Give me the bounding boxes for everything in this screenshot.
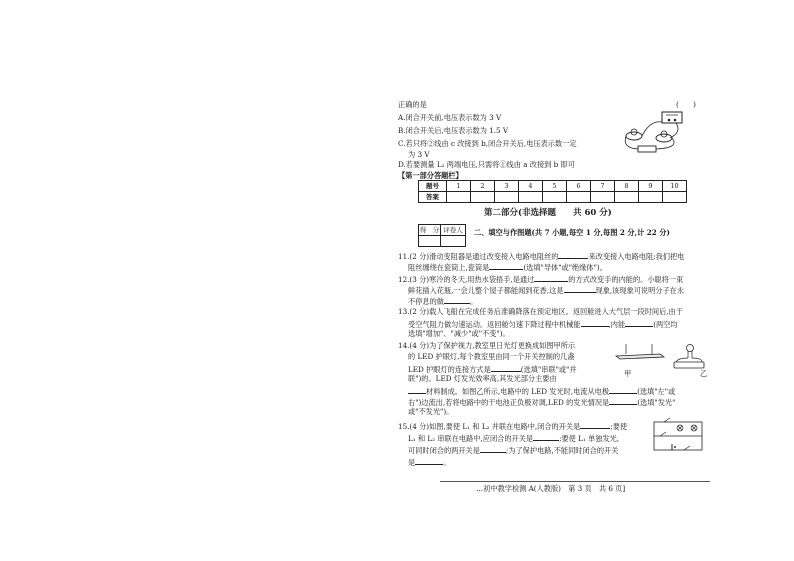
q15-text: ;为了保护电路,不能同时闭合的开关 (505, 446, 619, 455)
q14-line2: 的 LED 护眼灯,每个教室里由同一个开关控制的几盏 (408, 352, 575, 361)
switch-circuit-figure (650, 418, 706, 454)
q11-text: 阻丝缠绕在瓷筒上,瓷筒是 (408, 263, 490, 272)
option-b: B.闭合开关后,电压表示数为 1.5 V (398, 126, 509, 135)
answer-col-number: 10 (663, 181, 687, 192)
q12-text: 。 (469, 297, 478, 306)
answer-table-header-answer: 答案 (419, 192, 447, 203)
q11-text: 来改变接入电路电阻;我们把电 (588, 252, 685, 261)
q15-blank-1[interactable] (580, 420, 610, 429)
q12-blank-1[interactable] (534, 273, 568, 282)
answer-cell[interactable] (639, 192, 663, 203)
q-prev-bracket: ( ) (676, 100, 696, 109)
voltmeter-circuit-figure (620, 108, 696, 154)
section-heading: 二、填空与作图题(共 7 小题,每空 1 分,每图 2 分,计 22 分) (474, 228, 670, 237)
q12-line3 (408, 295, 477, 307)
fig-a-label: 甲 (624, 369, 632, 378)
answer-col-number: 4 (519, 181, 543, 192)
q13-line1: 13.(2 分)载人飞船在完成任务后准确降落在预定地区。返回舱进入大气层一段时间后,由于 (398, 307, 683, 316)
answer-cell[interactable] (519, 192, 543, 203)
led-lamp-figure (612, 342, 668, 370)
option-d: D.若要测量 L₂ 两端电压,只需将①线由 a 改接到 b 即可 (398, 160, 575, 169)
grader-label: 评卷人 (441, 225, 466, 236)
q15-line3 (408, 444, 618, 456)
q15-text: 是 (408, 458, 416, 467)
q14-text: (选填"串联"或"并 (520, 365, 577, 374)
answer-col-number: 2 (471, 181, 495, 192)
q14-text: 材料制成。如图乙所示,电路中的 LED 发光时,电流从电极 (426, 387, 610, 396)
q15-text: 15.(4 分)如图,要使 L₁ 和 L₂ 并联在电路中,闭合的开关是 (398, 422, 581, 431)
score-table (418, 224, 466, 247)
q12-text: 不停息的做 (408, 297, 444, 306)
answer-cell[interactable] (591, 192, 615, 203)
led-circuit-figure (668, 342, 716, 372)
q14-blank-2[interactable] (408, 385, 426, 394)
q11-blank-1[interactable] (558, 250, 588, 259)
q13-blank-2[interactable] (625, 318, 653, 327)
q14-line1: 14.(4 分)为了保护视力,教室里日光灯更换成如图甲所示 (398, 341, 576, 350)
answer-cell[interactable] (543, 192, 567, 203)
q14-line4: 联")的。LED 灯发光效率高,其发光部分主要由 (408, 374, 557, 383)
grader-cell[interactable] (441, 236, 466, 247)
answer-col-number: 9 (639, 181, 663, 192)
q12-text: 的方式改变手的内能的。小聪将一束 (568, 275, 684, 284)
page-footer: …初中教学检测 A(人教版) 第 3 页 共 6 页] (476, 484, 626, 493)
answer-cell[interactable] (495, 192, 519, 203)
q11-blank-2[interactable] (489, 261, 523, 270)
option-c-line2: 为 3 V (408, 150, 430, 159)
q14-text: 右")边流出,若将电路中的干电池正负极对调,LED 的发光情况是 (408, 398, 610, 407)
q11-text: (选填"导体"或"绝缘体")。 (523, 263, 607, 272)
q12-text: 鲜花插入花瓶,一会儿整个屋子都能闻到花香,这是 (408, 286, 564, 295)
answer-col-number: 8 (615, 181, 639, 192)
answer-cell[interactable] (471, 192, 495, 203)
fig-b-label: 乙 (700, 369, 708, 378)
q12-blank-2[interactable] (564, 284, 596, 293)
answer-cell[interactable] (615, 192, 639, 203)
q15-text: ;要使 L₁ 单独发光, (559, 434, 620, 443)
answer-col-number: 3 (495, 181, 519, 192)
q14-blank-4[interactable] (609, 396, 637, 405)
q13-text: 受空气阻力做匀速运动。返回舱匀速下降过程中机械能 (408, 320, 581, 329)
answer-box-title: 【第一部分答题栏】 (398, 171, 463, 180)
part2-title: 第二部分(非选择题 共 60 分) (484, 208, 612, 218)
q14-text: (选填"左"或 (637, 387, 676, 396)
answer-col-number: 7 (591, 181, 615, 192)
q15-text: 。 (443, 458, 451, 467)
q14-blank-1[interactable] (491, 363, 521, 372)
score-label: 得 分 (419, 226, 440, 234)
q15-line2 (408, 432, 619, 444)
q13-blank-1[interactable] (581, 318, 609, 327)
answer-cell[interactable] (447, 192, 471, 203)
q14-text: (选填"发光" (637, 398, 676, 407)
q15-blank-4[interactable] (415, 456, 443, 465)
answer-cell[interactable] (567, 192, 591, 203)
q-prev-stem: 正确的是 (398, 100, 427, 109)
q15-line1 (398, 420, 627, 432)
q11-line2 (408, 261, 607, 273)
q15-text: 可同时闭合的两开关是 (408, 446, 480, 455)
q12-text: 12.(3 分)寒冷的冬天,用热水袋捂手,是通过 (398, 275, 535, 284)
footer-divider (440, 481, 710, 482)
q15-text: L₁ 和 L₂ 串联在电路中,应闭合的开关是 (408, 434, 534, 443)
q14-line7: 或"不发光")。 (408, 407, 454, 416)
q13-text: (两空均 (653, 320, 678, 329)
q15-text: ;要使 (610, 422, 628, 431)
q13-line3: 选填"增加"、"减少"或"不变")。 (408, 329, 510, 338)
q12-text: 现象,该现象可说明分子在永 (595, 286, 685, 295)
score-cell[interactable] (419, 236, 441, 247)
answer-table (418, 180, 687, 203)
q11-text: 11.(2 分)滑动变阻器是通过改变接入电路电阻丝的 (398, 252, 559, 261)
answer-col-number: 1 (447, 181, 471, 192)
q15-blank-2[interactable] (533, 432, 559, 441)
q14-blank-3[interactable] (609, 385, 637, 394)
answer-table-header-number: 题号 (419, 181, 447, 192)
answer-col-number: 5 (543, 181, 567, 192)
answer-col-number: 6 (567, 181, 591, 192)
q14-text: LED 护眼灯的连接方式是 (408, 365, 491, 374)
q12-blank-3[interactable] (444, 295, 470, 304)
q13-text: ,内能 (608, 320, 626, 329)
option-a: A.闭合开关前,电压表示数为 3 V (398, 113, 502, 122)
option-c-line1: C.若只将②线由 c 改接到 b,闭合开关后,电压表示数一定 (398, 139, 577, 148)
answer-cell[interactable] (663, 192, 687, 203)
q15-line4 (408, 456, 450, 468)
q15-blank-3[interactable] (480, 444, 506, 453)
